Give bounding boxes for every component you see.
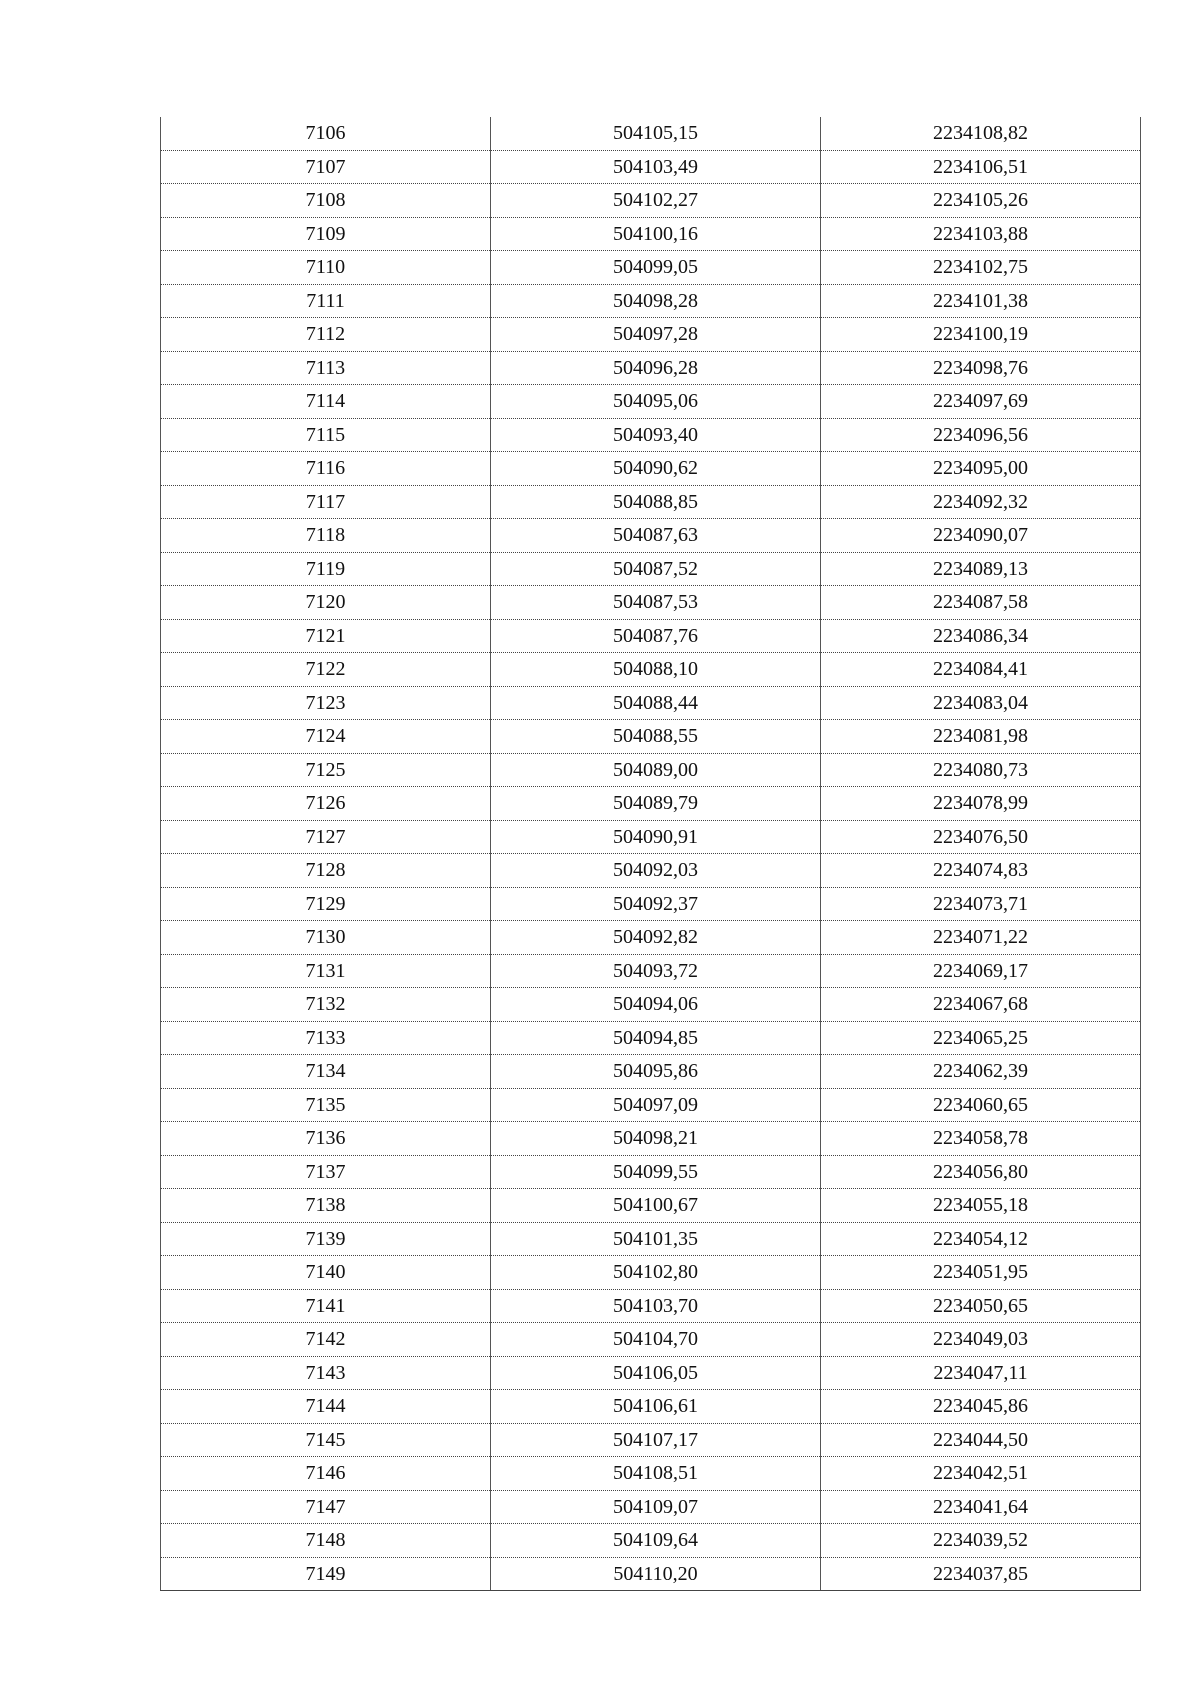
y-coordinate-cell: 2234055,18 xyxy=(821,1189,1141,1223)
x-coordinate-cell: 504094,06 xyxy=(491,988,821,1022)
y-coordinate-cell: 2234100,19 xyxy=(821,318,1141,352)
x-coordinate-cell: 504109,64 xyxy=(491,1524,821,1558)
point-number-cell: 7129 xyxy=(161,887,491,921)
point-number-cell: 7121 xyxy=(161,619,491,653)
x-coordinate-cell: 504108,51 xyxy=(491,1457,821,1491)
table-row xyxy=(161,519,1141,553)
table-row xyxy=(161,954,1141,988)
y-coordinate-cell: 2234084,41 xyxy=(821,653,1141,687)
point-number-cell: 7130 xyxy=(161,921,491,955)
point-number-cell: 7119 xyxy=(161,552,491,586)
point-number-cell: 7115 xyxy=(161,418,491,452)
x-coordinate-cell: 504089,79 xyxy=(491,787,821,821)
y-coordinate-cell: 2234045,86 xyxy=(821,1390,1141,1424)
x-coordinate-cell: 504092,03 xyxy=(491,854,821,888)
table-row xyxy=(161,753,1141,787)
x-coordinate-cell: 504095,86 xyxy=(491,1055,821,1089)
table-row xyxy=(161,1088,1141,1122)
table-row xyxy=(161,619,1141,653)
x-coordinate-cell: 504087,76 xyxy=(491,619,821,653)
point-number-cell: 7106 xyxy=(161,117,491,150)
y-coordinate-cell: 2234080,73 xyxy=(821,753,1141,787)
point-number-cell: 7124 xyxy=(161,720,491,754)
y-coordinate-cell: 2234092,32 xyxy=(821,485,1141,519)
table-row xyxy=(161,1222,1141,1256)
y-coordinate-cell: 2234105,26 xyxy=(821,184,1141,218)
x-coordinate-cell: 504099,55 xyxy=(491,1155,821,1189)
x-coordinate-cell: 504100,16 xyxy=(491,217,821,251)
point-number-cell: 7107 xyxy=(161,150,491,184)
point-number-cell: 7125 xyxy=(161,753,491,787)
y-coordinate-cell: 2234069,17 xyxy=(821,954,1141,988)
point-number-cell: 7139 xyxy=(161,1222,491,1256)
point-number-cell: 7117 xyxy=(161,485,491,519)
x-coordinate-cell: 504090,91 xyxy=(491,820,821,854)
point-number-cell: 7146 xyxy=(161,1457,491,1491)
table-row xyxy=(161,251,1141,285)
y-coordinate-cell: 2234065,25 xyxy=(821,1021,1141,1055)
x-coordinate-cell: 504092,82 xyxy=(491,921,821,955)
table-row xyxy=(161,1524,1141,1558)
x-coordinate-cell: 504087,53 xyxy=(491,586,821,620)
point-number-cell: 7148 xyxy=(161,1524,491,1558)
point-number-cell: 7132 xyxy=(161,988,491,1022)
table-row xyxy=(161,318,1141,352)
point-number-cell: 7118 xyxy=(161,519,491,553)
point-number-cell: 7116 xyxy=(161,452,491,486)
y-coordinate-cell: 2234101,38 xyxy=(821,284,1141,318)
x-coordinate-cell: 504101,35 xyxy=(491,1222,821,1256)
point-number-cell: 7145 xyxy=(161,1423,491,1457)
table-row xyxy=(161,117,1141,150)
y-coordinate-cell: 2234056,80 xyxy=(821,1155,1141,1189)
table-row xyxy=(161,217,1141,251)
y-coordinate-cell: 2234037,85 xyxy=(821,1557,1141,1591)
table-row xyxy=(161,1457,1141,1491)
x-coordinate-cell: 504099,05 xyxy=(491,251,821,285)
x-coordinate-cell: 504093,72 xyxy=(491,954,821,988)
x-coordinate-cell: 504106,05 xyxy=(491,1356,821,1390)
y-coordinate-cell: 2234073,71 xyxy=(821,887,1141,921)
table-row xyxy=(161,552,1141,586)
x-coordinate-cell: 504098,21 xyxy=(491,1122,821,1156)
point-number-cell: 7143 xyxy=(161,1356,491,1390)
y-coordinate-cell: 2234103,88 xyxy=(821,217,1141,251)
x-coordinate-cell: 504090,62 xyxy=(491,452,821,486)
y-coordinate-cell: 2234044,50 xyxy=(821,1423,1141,1457)
x-coordinate-cell: 504103,49 xyxy=(491,150,821,184)
y-coordinate-cell: 2234049,03 xyxy=(821,1323,1141,1357)
point-number-cell: 7137 xyxy=(161,1155,491,1189)
y-coordinate-cell: 2234097,69 xyxy=(821,385,1141,419)
table-row xyxy=(161,820,1141,854)
table-row xyxy=(161,653,1141,687)
x-coordinate-cell: 504106,61 xyxy=(491,1390,821,1424)
table-row xyxy=(161,586,1141,620)
y-coordinate-cell: 2234047,11 xyxy=(821,1356,1141,1390)
table-row xyxy=(161,418,1141,452)
table-row xyxy=(161,720,1141,754)
point-number-cell: 7131 xyxy=(161,954,491,988)
x-coordinate-cell: 504103,70 xyxy=(491,1289,821,1323)
x-coordinate-cell: 504088,85 xyxy=(491,485,821,519)
point-number-cell: 7126 xyxy=(161,787,491,821)
point-number-cell: 7120 xyxy=(161,586,491,620)
point-number-cell: 7127 xyxy=(161,820,491,854)
x-coordinate-cell: 504095,06 xyxy=(491,385,821,419)
point-number-cell: 7149 xyxy=(161,1557,491,1591)
x-coordinate-cell: 504089,00 xyxy=(491,753,821,787)
table-row xyxy=(161,1390,1141,1424)
point-number-cell: 7141 xyxy=(161,1289,491,1323)
point-number-cell: 7112 xyxy=(161,318,491,352)
table-row xyxy=(161,1189,1141,1223)
table-row xyxy=(161,1256,1141,1290)
table-row xyxy=(161,1021,1141,1055)
y-coordinate-cell: 2234039,52 xyxy=(821,1524,1141,1558)
point-number-cell: 7136 xyxy=(161,1122,491,1156)
y-coordinate-cell: 2234089,13 xyxy=(821,552,1141,586)
table-row xyxy=(161,787,1141,821)
x-coordinate-cell: 504098,28 xyxy=(491,284,821,318)
y-coordinate-cell: 2234078,99 xyxy=(821,787,1141,821)
point-number-cell: 7109 xyxy=(161,217,491,251)
x-coordinate-cell: 504088,10 xyxy=(491,653,821,687)
y-coordinate-cell: 2234058,78 xyxy=(821,1122,1141,1156)
y-coordinate-cell: 2234054,12 xyxy=(821,1222,1141,1256)
x-coordinate-cell: 504100,67 xyxy=(491,1189,821,1223)
table-row xyxy=(161,921,1141,955)
x-coordinate-cell: 504094,85 xyxy=(491,1021,821,1055)
y-coordinate-cell: 2234071,22 xyxy=(821,921,1141,955)
point-number-cell: 7133 xyxy=(161,1021,491,1055)
x-coordinate-cell: 504087,63 xyxy=(491,519,821,553)
y-coordinate-cell: 2234098,76 xyxy=(821,351,1141,385)
table-row xyxy=(161,284,1141,318)
y-coordinate-cell: 2234076,50 xyxy=(821,820,1141,854)
y-coordinate-cell: 2234041,64 xyxy=(821,1490,1141,1524)
y-coordinate-cell: 2234086,34 xyxy=(821,619,1141,653)
x-coordinate-cell: 504092,37 xyxy=(491,887,821,921)
point-number-cell: 7128 xyxy=(161,854,491,888)
point-number-cell: 7140 xyxy=(161,1256,491,1290)
point-number-cell: 7110 xyxy=(161,251,491,285)
y-coordinate-cell: 2234095,00 xyxy=(821,452,1141,486)
y-coordinate-cell: 2234106,51 xyxy=(821,150,1141,184)
point-number-cell: 7108 xyxy=(161,184,491,218)
point-number-cell: 7144 xyxy=(161,1390,491,1424)
x-coordinate-cell: 504093,40 xyxy=(491,418,821,452)
table-row xyxy=(161,150,1141,184)
table-row xyxy=(161,1122,1141,1156)
x-coordinate-cell: 504088,44 xyxy=(491,686,821,720)
point-number-cell: 7135 xyxy=(161,1088,491,1122)
y-coordinate-cell: 2234050,65 xyxy=(821,1289,1141,1323)
x-coordinate-cell: 504110,20 xyxy=(491,1557,821,1591)
table-row xyxy=(161,854,1141,888)
point-number-cell: 7114 xyxy=(161,385,491,419)
y-coordinate-cell: 2234090,07 xyxy=(821,519,1141,553)
x-coordinate-cell: 504104,70 xyxy=(491,1323,821,1357)
y-coordinate-cell: 2234060,65 xyxy=(821,1088,1141,1122)
y-coordinate-cell: 2234102,75 xyxy=(821,251,1141,285)
table-row xyxy=(161,686,1141,720)
y-coordinate-cell: 2234051,95 xyxy=(821,1256,1141,1290)
y-coordinate-cell: 2234083,04 xyxy=(821,686,1141,720)
x-coordinate-cell: 504102,27 xyxy=(491,184,821,218)
point-number-cell: 7147 xyxy=(161,1490,491,1524)
x-coordinate-cell: 504109,07 xyxy=(491,1490,821,1524)
point-number-cell: 7123 xyxy=(161,686,491,720)
x-coordinate-cell: 504088,55 xyxy=(491,720,821,754)
x-coordinate-cell: 504097,09 xyxy=(491,1088,821,1122)
table-row xyxy=(161,385,1141,419)
table-row xyxy=(161,1490,1141,1524)
x-coordinate-cell: 504087,52 xyxy=(491,552,821,586)
table-row xyxy=(161,485,1141,519)
table-row xyxy=(161,1155,1141,1189)
table-row xyxy=(161,1323,1141,1357)
point-number-cell: 7122 xyxy=(161,653,491,687)
table-row xyxy=(161,452,1141,486)
table-row xyxy=(161,1423,1141,1457)
y-coordinate-cell: 2234074,83 xyxy=(821,854,1141,888)
table-row xyxy=(161,988,1141,1022)
x-coordinate-cell: 504107,17 xyxy=(491,1423,821,1457)
table-row xyxy=(161,887,1141,921)
point-number-cell: 7111 xyxy=(161,284,491,318)
y-coordinate-cell: 2234087,58 xyxy=(821,586,1141,620)
x-coordinate-cell: 504096,28 xyxy=(491,351,821,385)
y-coordinate-cell: 2234042,51 xyxy=(821,1457,1141,1491)
table-row xyxy=(161,1289,1141,1323)
y-coordinate-cell: 2234067,68 xyxy=(821,988,1141,1022)
coordinates-table xyxy=(160,117,1141,1591)
point-number-cell: 7142 xyxy=(161,1323,491,1357)
y-coordinate-cell: 2234081,98 xyxy=(821,720,1141,754)
table-row xyxy=(161,351,1141,385)
y-coordinate-cell: 2234062,39 xyxy=(821,1055,1141,1089)
point-number-cell: 7134 xyxy=(161,1055,491,1089)
table-row xyxy=(161,1557,1141,1591)
x-coordinate-cell: 504105,15 xyxy=(491,117,821,150)
table-row xyxy=(161,184,1141,218)
table-row xyxy=(161,1356,1141,1390)
point-number-cell: 7138 xyxy=(161,1189,491,1223)
x-coordinate-cell: 504102,80 xyxy=(491,1256,821,1290)
coordinates-table-body xyxy=(161,117,1141,1591)
y-coordinate-cell: 2234108,82 xyxy=(821,117,1141,150)
y-coordinate-cell: 2234096,56 xyxy=(821,418,1141,452)
x-coordinate-cell: 504097,28 xyxy=(491,318,821,352)
table-row xyxy=(161,1055,1141,1089)
point-number-cell: 7113 xyxy=(161,351,491,385)
